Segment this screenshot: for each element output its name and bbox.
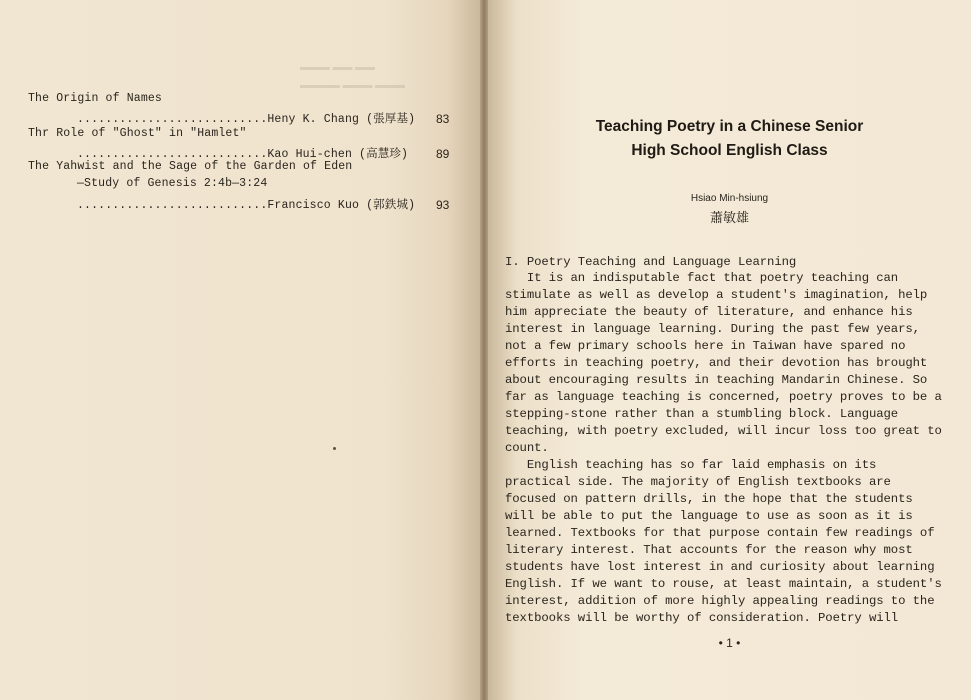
body-line: interest in language learning. During the past few years,: [505, 322, 920, 336]
body-line: focused on pattern drills, in the hope that the students: [505, 492, 913, 506]
body-line: stimulate as well as develop a student's imagination, help: [505, 288, 928, 302]
toc-entry-author-line: ...........................Heny K. Chang (張厚基): [77, 113, 416, 126]
body-line: literary interest. That accounts for the reason why most: [505, 543, 913, 557]
body-line: not a few primary schools here in Taiwan have spared no: [505, 339, 906, 353]
toc-entry-title: The Yahwist and the Sage of the Garden of Eden: [28, 160, 353, 173]
body-line: interest, addition of more highly appealing readings to the: [505, 594, 935, 608]
body-line: efforts in teaching poetry, and their devotion has brought: [505, 356, 928, 370]
author-name-chinese: 蕭敏雄: [709, 211, 749, 226]
body-line: learned. Textbooks for that purpose contain few readings of: [505, 526, 935, 540]
toc-entry-subtitle: —Study of Genesis 2:4b—3:24: [77, 177, 268, 190]
body-line: English. If we want to rouse, at least maintain, a student's: [505, 577, 942, 591]
body-line: stepping-stone rather than a stumbling block. Language: [505, 407, 899, 421]
body-line: far as language teaching is concerned, poetry proves to be a: [505, 390, 942, 404]
section-heading: I. Poetry Teaching and Language Learning: [505, 255, 797, 269]
toc-entry-author-line: ...........................Kao Hui-chen (高慧珍): [77, 148, 409, 161]
body-line: about encouraging results in teaching Mandarin Chinese. So: [505, 373, 928, 387]
body-line: students have lost interest in and curiosity about learning: [505, 560, 935, 574]
toc-page-number: 89: [436, 147, 450, 161]
bleed-through-text: ▬▬▬ ▬▬ ▬▬: [300, 62, 375, 73]
body-line: practical side. The majority of English textbooks are: [505, 475, 891, 489]
body-line: textbooks will be worthy of consideration. Poetry will: [505, 611, 899, 625]
paper-speck: [333, 447, 336, 450]
body-line: English teaching has so far laid emphasis on its: [505, 458, 877, 472]
toc-entry-title: Thr Role of "Ghost" in "Hamlet": [28, 127, 247, 140]
body-line: It is an indisputable fact that poetry teaching can: [505, 271, 899, 285]
body-line: count.: [505, 441, 549, 455]
right-page: [488, 0, 971, 700]
left-page: [0, 0, 480, 700]
toc-page-number: 83: [436, 112, 450, 126]
toc-entry-title: The Origin of Names: [28, 92, 162, 105]
body-line: teaching, with poetry excluded, will incur loss too great to: [505, 424, 942, 438]
body-line: him appreciate the beauty of literature, and enhance his: [505, 305, 913, 319]
toc-entry-author-line: ...........................Francisco Kuo (郭鉄城): [77, 199, 416, 212]
bleed-through-text: ▬▬▬▬ ▬▬▬ ▬▬▬: [300, 80, 405, 91]
page-number: • 1 •: [718, 636, 741, 650]
toc-page-number: 93: [436, 198, 450, 212]
author-name: Hsiao Min-hsiung: [690, 193, 769, 204]
book-gutter: [480, 0, 488, 700]
article-title-line-2: High School English Class: [631, 142, 828, 159]
body-line: will be able to put the language to use as soon as it is: [505, 509, 913, 523]
article-title-line-1: Teaching Poetry in a Chinese Senior: [595, 118, 864, 135]
